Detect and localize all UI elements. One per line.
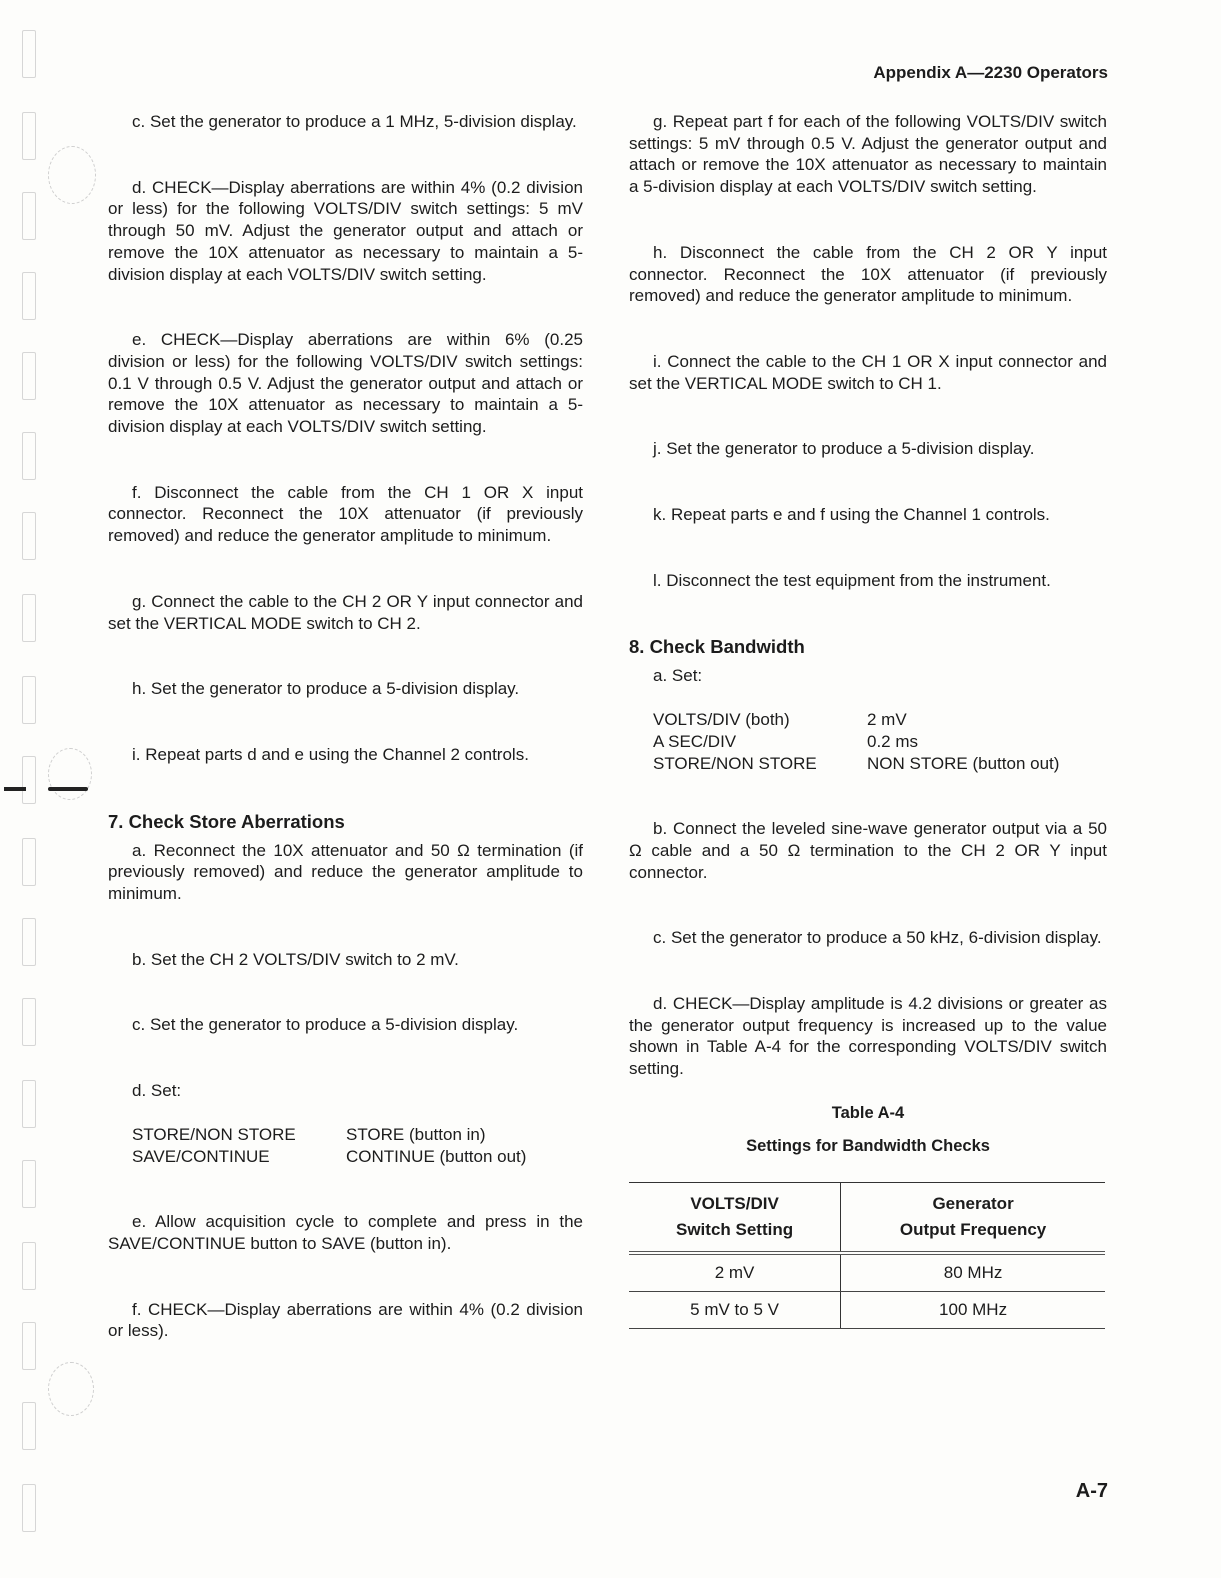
table-header-row: [629, 1182, 1105, 1253]
table-cell: 5 mV to 5 V: [629, 1291, 841, 1328]
step-paragraph: h. Set the generator to produce a 5-division display.: [132, 679, 520, 699]
binder-tab: [22, 1402, 36, 1450]
header-line: Switch Setting: [676, 1219, 794, 1239]
binder-tab: [22, 272, 36, 320]
table-number: Table A-4: [831, 1103, 905, 1122]
punch-hole: [48, 146, 96, 204]
header-line: Generator: [932, 1193, 1014, 1213]
binder-tab: [22, 756, 36, 804]
table-row: [629, 1253, 1105, 1292]
binder-tab: [22, 918, 36, 966]
table-cell: 80 MHz: [841, 1253, 1105, 1292]
setting-name: A SEC/DIV: [653, 731, 737, 751]
table-cell: 100 MHz: [841, 1291, 1105, 1328]
section-heading: 7. Check Store Aberrations: [108, 810, 345, 832]
punch-hole: [48, 748, 92, 800]
setting-value: 0.2 ms: [867, 731, 919, 751]
header-line: VOLTS/DIV: [690, 1193, 779, 1213]
setting-row: [132, 1124, 526, 1146]
setting-value: 2 mV: [867, 710, 907, 730]
setting-row: [653, 709, 1059, 731]
setting-value: STORE (button in): [346, 1124, 486, 1144]
binder-tab: [22, 676, 36, 724]
step-paragraph: g. Repeat part f for each of the following VOLTS/DIV switch settings: 5 mV through 0.5 V. Adjust the generator output and attach or remove the 10X attenuator as necessary to maintain a 5-division display at each VOLTS/DIV switch setting.: [629, 112, 1107, 197]
step-paragraph: j. Set the generator to produce a 5-division display.: [653, 439, 1035, 459]
step-paragraph: e. CHECK—Display aberrations are within 6% (0.25 division or less) for the following VOLTS/DIV switch settings: 0.1 V through 0.5 V. Adjust the generator output and attach or remove the 10X attenuator as necessary to maintain a 5-division display at each VOLTS/DIV switch setting.: [108, 330, 583, 437]
binder-tab: [22, 192, 36, 240]
left-column: [108, 111, 583, 1386]
binder-mark: [4, 787, 26, 791]
step-paragraph: c. Set the generator to produce a 1 MHz, 5-division display.: [132, 112, 577, 131]
binder-tab: [22, 838, 36, 886]
right-column: [629, 111, 1107, 1329]
running-header: Appendix A—2230 Operators: [873, 63, 1108, 82]
binder-tab: [22, 112, 36, 160]
step-paragraph: l. Disconnect the test equipment from the instrument.: [653, 570, 1051, 590]
table-cell: 2 mV: [629, 1253, 841, 1292]
binder-mark: [48, 787, 88, 791]
binder-tab: [22, 1080, 36, 1128]
step-paragraph: d. CHECK—Display amplitude is 4.2 divisions or greater as the generator output frequency is increased up to the value shown in Table A-4 for the corresponding VOLTS/DIV switch setting.: [629, 994, 1107, 1079]
setting-row: [132, 1146, 526, 1168]
binder-tab: [22, 512, 36, 560]
table-row: [629, 1291, 1105, 1328]
step-paragraph: f. CHECK—Display aberrations are within 4% (0.2 division or less).: [108, 1299, 583, 1341]
settings-list: [653, 709, 1059, 774]
binder-tab: [22, 432, 36, 480]
page-number: A-7: [1075, 1480, 1108, 1502]
step-paragraph: e. Allow acquisition cycle to complete and press in the SAVE/CONTINUE button to SAVE (button in).: [108, 1212, 583, 1253]
section-heading: 8. Check Bandwidth: [629, 636, 805, 658]
binder-tab: [22, 1242, 36, 1290]
bandwidth-table: [629, 1182, 1105, 1329]
binder-tab: [22, 1160, 36, 1208]
header-line: Output Frequency: [899, 1219, 1047, 1239]
binder-tab: [22, 30, 36, 78]
step-paragraph: i. Repeat parts d and e using the Channel 2 controls.: [132, 744, 529, 764]
step-paragraph: b. Connect the leveled sine-wave generator output via a 50 Ω cable and a 50 Ω termination to the CH 2 OR Y input connector.: [629, 819, 1107, 882]
table-header-cell: [629, 1182, 841, 1253]
setting-value: CONTINUE (button out): [346, 1146, 527, 1166]
setting-name: VOLTS/DIV (both): [653, 710, 790, 730]
binder-tab: [22, 998, 36, 1046]
settings-list: [132, 1124, 526, 1167]
setting-name: STORE/NON STORE: [132, 1124, 296, 1144]
setting-name: STORE/NON STORE: [653, 753, 817, 773]
binder-tab: [22, 594, 36, 642]
table-header-cell: [841, 1182, 1105, 1253]
step-paragraph: h. Disconnect the cable from the CH 2 OR Y input connector. Reconnect the 10X attenuator (if previously removed) and reduce the generator amplitude to minimum.: [629, 242, 1107, 306]
step-paragraph: k. Repeat parts e and f using the Channel 1 controls.: [653, 505, 1050, 525]
step-paragraph: g. Connect the cable to the CH 2 OR Y input connector and set the VERTICAL MODE switch to CH 2.: [108, 591, 583, 633]
step-paragraph: i. Connect the cable to the CH 1 OR X input connector and set the VERTICAL MODE switch to CH 1.: [629, 351, 1107, 393]
set-label: a. Set:: [653, 666, 703, 686]
step-paragraph: c. Set the generator to produce a 50 kHz, 6-division display.: [653, 928, 1102, 948]
binder-tab: [22, 1484, 36, 1532]
step-paragraph: b. Set the CH 2 VOLTS/DIV switch to 2 mV.: [132, 949, 459, 969]
setting-value: NON STORE (button out): [867, 753, 1060, 773]
step-paragraph: d. CHECK—Display aberrations are within 4% (0.2 division or less) for the following VOLTS/DIV switch settings: 5 mV through 50 mV. Adjust the generator output and attach or remove the 10X attenuator as necessary to maintain a 5-division display at each VOLTS/DIV switch setting.: [108, 177, 583, 284]
step-paragraph: a. Reconnect the 10X attenuator and 50 Ω termination (if previously removed) and reduce the generator amplitude to minimum.: [108, 840, 583, 904]
binder-tab: [22, 1322, 36, 1370]
setting-name: SAVE/CONTINUE: [132, 1146, 270, 1166]
step-paragraph: c. Set the generator to produce a 5-division display.: [132, 1015, 519, 1035]
punch-hole: [48, 1362, 94, 1416]
binder-tab: [22, 352, 36, 400]
setting-row: [653, 731, 1059, 753]
table-title: Settings for Bandwidth Checks: [746, 1136, 990, 1155]
set-label: d. Set:: [132, 1081, 182, 1101]
setting-row: [653, 753, 1059, 775]
step-paragraph: f. Disconnect the cable from the CH 1 OR X input connector. Reconnect the 10X attenuator (if previously removed) and reduce the generator amplitude to minimum.: [108, 482, 583, 546]
